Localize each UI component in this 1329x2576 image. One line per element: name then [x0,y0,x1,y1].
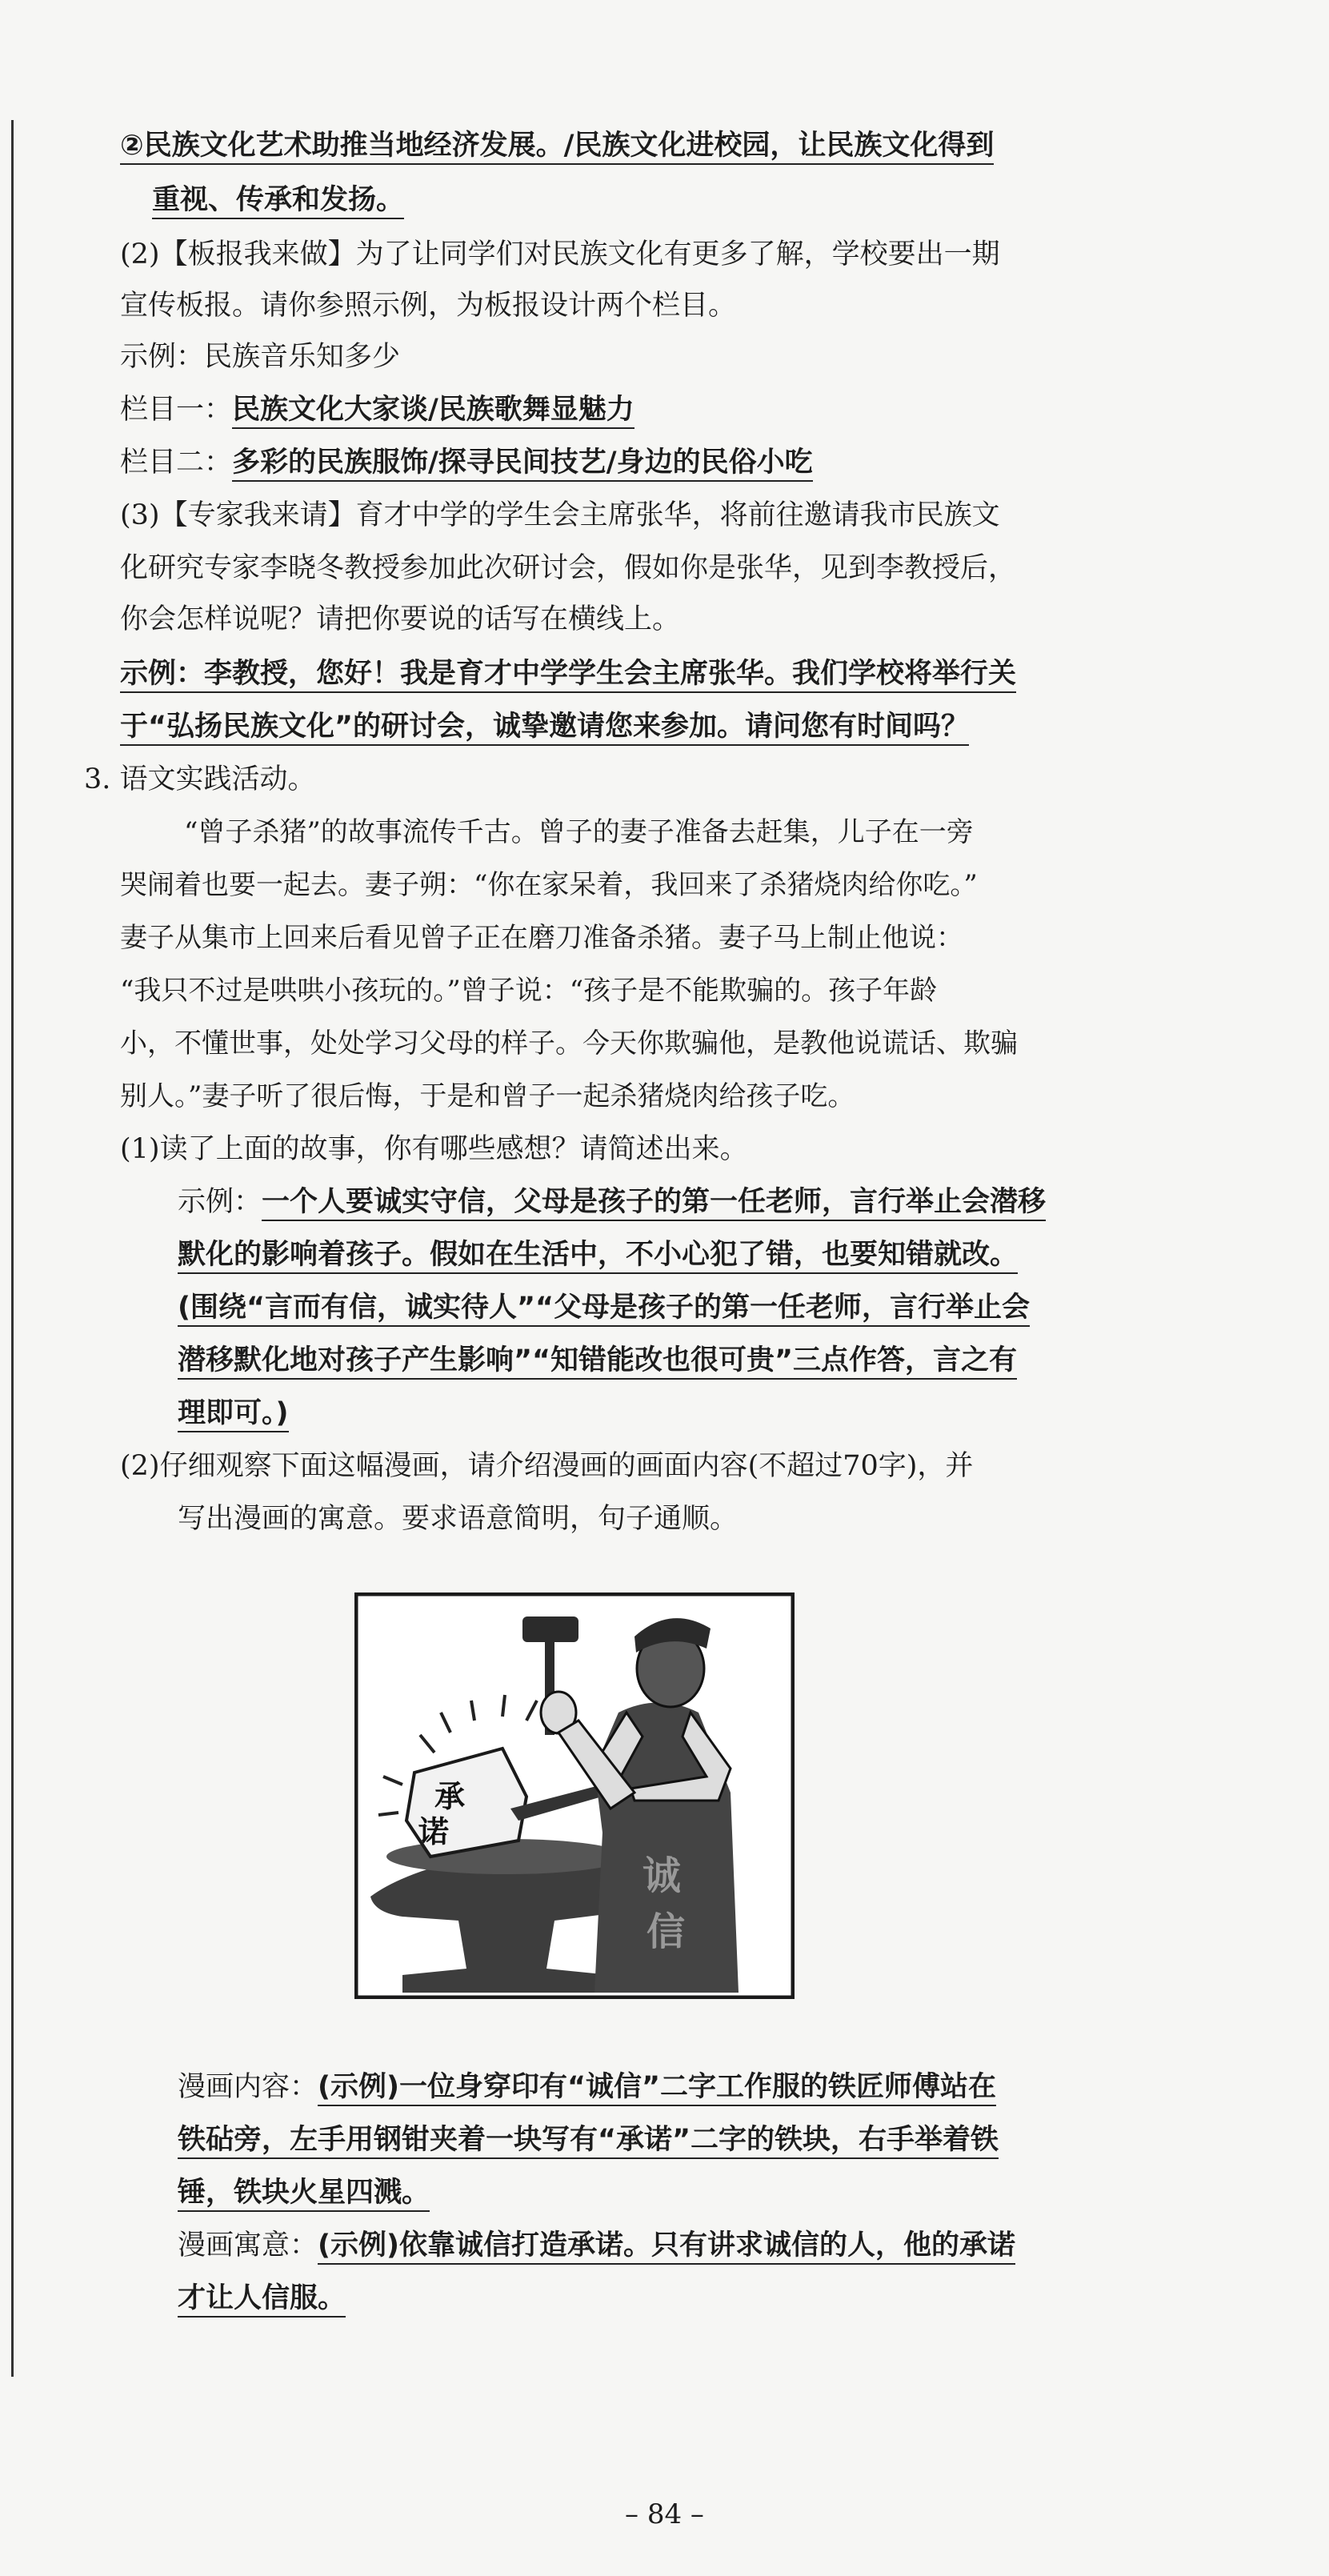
answer-line [178,1290,1030,1325]
answer-text: 示例：李教授，您好！我是育才中学学生会主席张华。我们学校将举行关 [120,658,1016,693]
question-text: 宣传板报。请你参照示例，为板报设计两个栏目。 [120,290,737,322]
story-text: 妻子从集市上回来后看见曾子正在磨刀准备杀猪。妻子马上制止他说： [120,922,963,954]
answer-label: 漫画寓意： [178,2229,318,2262]
section-heading: 3. 语文实践活动。 [84,763,316,795]
answer-text: ②民族文化艺术助推当地经济发展。/民族文化进校园，让民族文化得到 [120,130,994,165]
answer-text: 锤，铁块火星四溅。 [178,2177,430,2212]
example-text: 示例：民族音乐知多少 [120,341,401,373]
answer-text: 重视、传承和发扬。 [152,184,404,219]
answer-line [120,656,1016,691]
answer-text: 民族文化大家谈/民族歌舞显魅力 [232,394,634,429]
answer-line [178,2122,999,2157]
answer-line [178,1237,1018,1272]
answer-line [178,2175,430,2210]
answer-text: 潜移默化地对孩子产生影响”“知错能改也很可贵”三点作答，言之有 [178,1344,1017,1380]
answer-line [152,182,404,218]
answer-text: 默化的影响着孩子。假如在生活中，不小心犯了错，也要知错就改。 [178,1239,1018,1274]
answer-text: 铁砧旁，左手用钢钳夹着一块写有“承诺”二字的铁块，右手举着铁 [178,2124,999,2159]
answer-text: (示例)依靠诚信打造承诺。只有讲求诚信的人，他的承诺 [318,2229,1015,2265]
answer-text: 多彩的民族服饰/探寻民间技艺/身边的民俗小吃 [232,447,813,482]
story-text: 哭闹着也要一起去。妻子朔：“你在家呆着，我回来了杀猪烧肉给你吃。” [120,869,978,901]
answer-line [178,2281,346,2316]
question-text: (1)读了上面的故事，你有哪些感想？请简述出来。 [120,1133,748,1165]
hammer-head [522,1617,578,1642]
question-text: (2)仔细观察下面这幅漫画，请介绍漫画的画面内容(不超过70字)，并 [120,1450,974,1482]
answer-line [178,1184,1046,1220]
page-number: – 84 – [625,2498,704,2530]
blacksmith-cartoon [354,1592,795,1999]
answer-text: 理即可。) [178,1397,289,1432]
answer-line [120,128,994,163]
answer-line [178,1396,289,1431]
answer-line [120,709,969,744]
column-label: 栏目二： [120,447,233,479]
story-text: “曾子杀猪”的故事流传千古。曾子的妻子准备去赶集，儿子在一旁 [184,816,974,848]
block-text-2: 诺 [418,1814,450,1849]
question-text: (2)【板报我来做】为了让同学们对民族文化有更多了解，学校要出一期 [120,238,1000,270]
answer-label: 漫画内容： [178,2071,318,2103]
story-text: 小，不懂世事，处处学习父母的样子。今天你欺骗他，是教他说谎话、欺骗 [120,1028,1018,1060]
question-text: 化研究专家李晓冬教授参加此次研讨会，假如你是张华，见到李教授后， [120,552,1017,584]
answer-text: 才让人信服。 [178,2282,346,2318]
cartoon-illustration [354,1592,795,1999]
question-text: (3)【专家我来请】育才中学的学生会主席张华，将前往邀请我市民族文 [120,499,1000,531]
answer-text: 一个人要诚实守信，父母是孩子的第一任老师，言行举止会潜移 [262,1186,1046,1221]
question-text: 你会怎样说呢？请把你要说的话写在横线上。 [120,603,681,635]
answer-text: 于“弘扬民族文化”的研讨会，诚挚邀请您来参加。请问您有时间吗？ [120,711,969,746]
answer-text: (围绕“言而有信，诚实待人”“父母是孩子的第一任老师，言行举止会 [178,1292,1030,1327]
answer-line [120,445,813,480]
story-text: “我只不过是哄哄小孩玩的。”曾子说：“孩子是不能欺骗的。孩子年龄 [120,975,938,1007]
answer-line [178,2069,996,2105]
story-text: 别人。”妻子听了很后悔，于是和曾子一起杀猪烧肉给孩子吃。 [120,1080,855,1112]
apron-text-1: 诚 [642,1853,682,1898]
block-text-1: 承 [434,1779,466,1814]
answer-line [178,1343,1017,1378]
example-label: 示例： [178,1186,262,1218]
question-text: 写出漫画的寓意。要求语意简明，句子通顺。 [178,1503,739,1535]
margin-binding-line [11,120,14,2377]
apron-text-2: 信 [646,1909,686,1954]
column-label: 栏目一： [120,394,233,426]
answer-line [120,392,634,427]
answer-line [178,2228,1015,2263]
answer-text: (示例)一位身穿印有“诚信”二字工作服的铁匠师傅站在 [318,2071,996,2106]
